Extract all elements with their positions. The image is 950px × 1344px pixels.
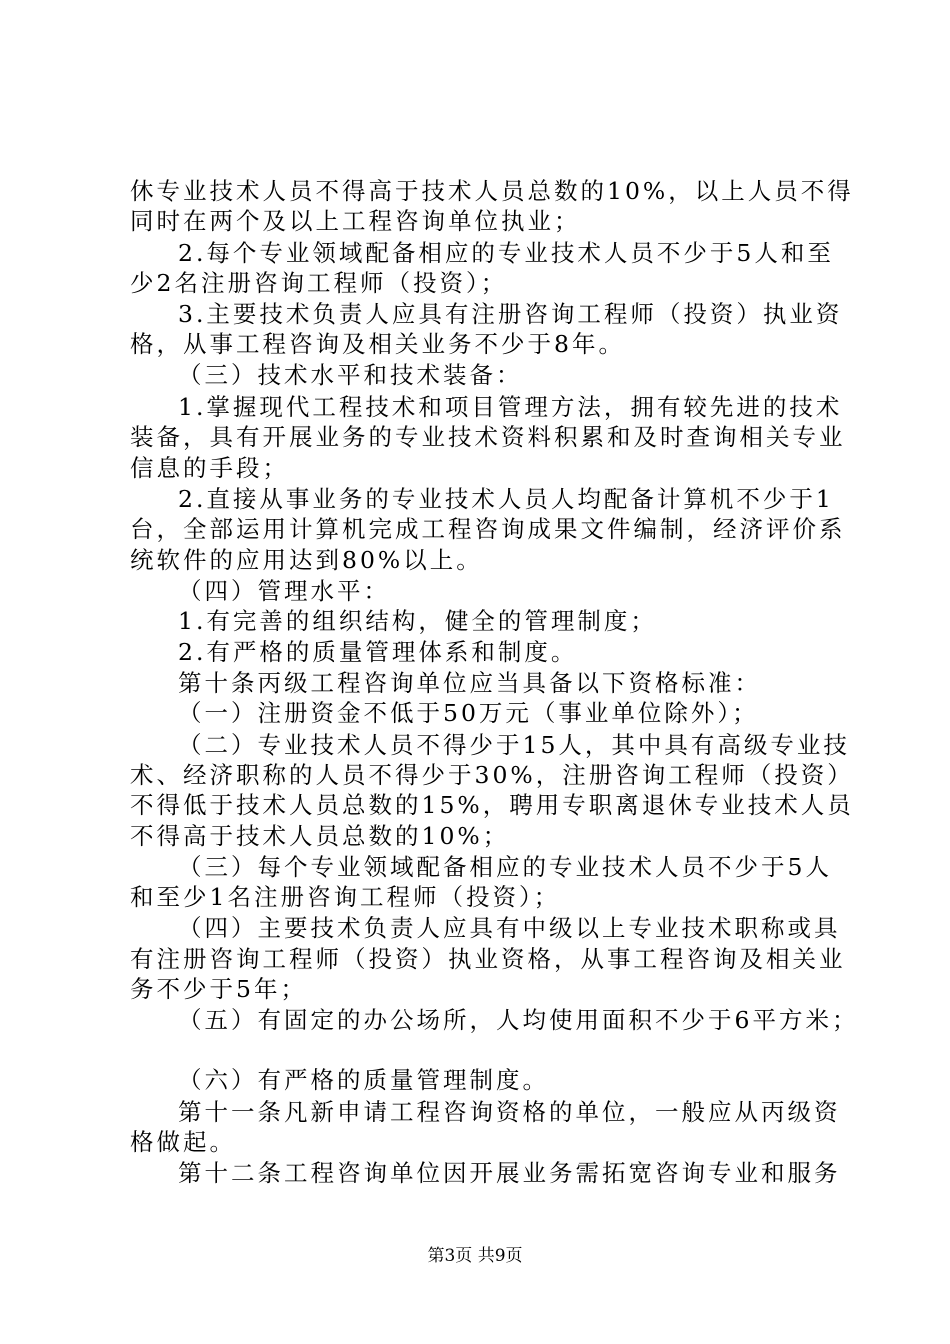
article-heading: 第十条丙级工程咨询单位应当具备以下资格标准：	[178, 669, 761, 697]
section-heading: （四）管理水平：	[178, 577, 390, 605]
body-text-line: 少2名注册咨询工程师（投资）；	[130, 269, 508, 297]
body-text-line: 统软件的应用达到80%以上。	[130, 546, 483, 574]
body-text-line: 1.有完善的组织结构，健全的管理制度；	[178, 607, 657, 635]
body-text-line: 和至少1名注册咨询工程师（投资）；	[130, 883, 561, 911]
body-text-line: 术、经济职称的人员不得少于30%，注册咨询工程师（投资）	[130, 761, 854, 789]
body-text-line: 不得高于技术人员总数的10%；	[130, 822, 510, 850]
body-text-line: 台，全部运用计算机完成工程咨询成果文件编制，经济评价系	[130, 515, 846, 543]
section-heading: （三）技术水平和技术装备：	[178, 361, 523, 389]
body-text-line: （六）有严格的质量管理制度。	[178, 1066, 549, 1094]
body-text-line: 格，从事工程咨询及相关业务不少于8年。	[130, 330, 625, 358]
body-text-line: （二）专业技术人员不得少于15人，其中具有高级专业技	[178, 731, 850, 759]
body-text-line: （三）每个专业领域配备相应的专业技术人员不少于5人	[178, 853, 832, 881]
article-heading: 第十一条凡新申请工程咨询资格的单位，一般应从丙级资	[178, 1098, 841, 1126]
body-text-line: 2.每个专业领域配备相应的专业技术人员不少于5人和至	[178, 239, 834, 267]
body-text-line: 同时在两个及以上工程咨询单位执业；	[130, 207, 581, 235]
body-text-line: 2.有严格的质量管理体系和制度。	[178, 638, 578, 666]
body-text-line: 装备，具有开展业务的专业技术资料积累和及时查询相关专业	[130, 423, 846, 451]
body-text-line: 务不少于5年；	[130, 975, 307, 1003]
article-heading: 第十二条工程咨询单位因开展业务需拓宽咨询专业和服务	[178, 1159, 841, 1187]
body-text-line: 有注册咨询工程师（投资）执业资格，从事工程咨询及相关业	[130, 945, 846, 973]
body-text-line: （一）注册资金不低于50万元（事业单位除外）；	[178, 699, 759, 727]
body-text-line: 休专业技术人员不得高于技术人员总数的10%，以上人员不得	[130, 177, 854, 205]
body-text-line: 1.掌握现代工程技术和项目管理方法，拥有较先进的技术	[178, 393, 843, 421]
body-text-line: 信息的手段；	[130, 454, 289, 482]
body-text-line: 2.直接从事业务的专业技术人员人均配备计算机不少于1	[178, 485, 834, 513]
page-number-footer: 第3页 共9页	[427, 1246, 523, 1266]
body-text-line: 不得低于技术人员总数的15%，聘用专职离退休专业技术人员	[130, 791, 854, 819]
body-text-line: 3.主要技术负责人应具有注册咨询工程师（投资）执业资	[178, 300, 843, 328]
body-text-line: （四）主要技术负责人应具有中级以上专业技术职称或具	[178, 914, 841, 942]
body-text-line: （五）有固定的办公场所，人均使用面积不少于6平方米；	[178, 1006, 859, 1034]
body-text-line: 格做起。	[130, 1128, 236, 1156]
